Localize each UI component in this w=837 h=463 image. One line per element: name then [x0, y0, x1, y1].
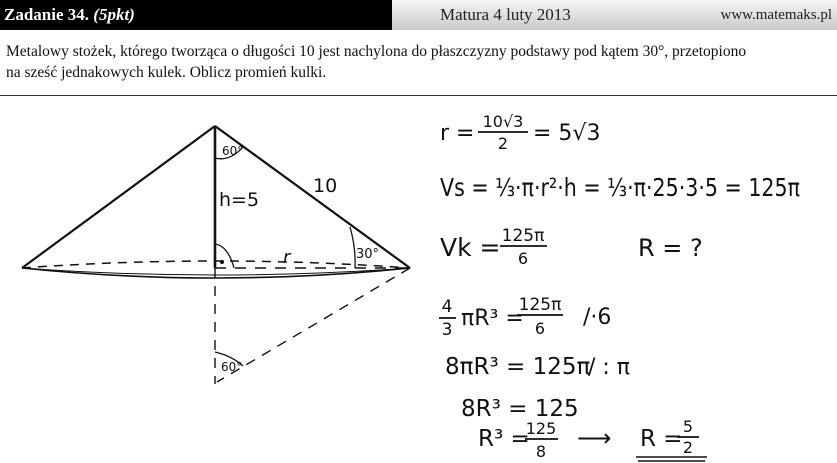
task-label: Zadanie 34.	[4, 5, 90, 24]
problem-line-2: na sześć jednakowych kulek. Oblicz promień kulki.	[6, 64, 327, 81]
header-bar	[0, 0, 837, 30]
cone-figure	[22, 126, 410, 384]
height-label: h=5	[219, 189, 260, 211]
reflected-slant	[217, 268, 410, 382]
base-angle-label: 30°	[356, 247, 380, 262]
right-angle-mark	[215, 244, 234, 268]
r-lhs: r =	[440, 121, 475, 146]
eq4-fraction-num: 125	[525, 419, 557, 438]
vk-lhs: Vk =	[440, 233, 501, 262]
whiteboard	[0, 96, 837, 463]
exam-title: Matura 4 luty 2013	[440, 5, 571, 24]
r-rhs: = 5√3	[533, 121, 601, 146]
base-ellipse-inner	[22, 268, 410, 275]
apex-angle-label: 60°	[222, 144, 244, 158]
eq1-fraction-num: 125π	[518, 295, 562, 315]
vk-fraction-num: 125π	[501, 226, 545, 246]
r-unknown: R = ?	[638, 234, 703, 262]
base-angle-arc	[350, 227, 355, 268]
right-angle-dot	[220, 260, 223, 263]
r-fraction-num: 10√3	[482, 112, 524, 131]
solution	[439, 112, 800, 461]
slant-label: 10	[313, 175, 338, 197]
final-lhs: R =	[640, 426, 683, 452]
problem-statement	[6, 41, 832, 83]
site-link[interactable]: www.matemaks.pl	[720, 7, 832, 23]
lower-angle-label: 60°	[221, 360, 243, 374]
header-right-panel	[392, 0, 837, 30]
vk-fraction-den: 6	[517, 249, 529, 268]
eq1-coef-den: 3	[441, 320, 453, 340]
vs-equation: Vs = ⅓·π·r²·h = ⅓·π·25·3·5 = 125π	[440, 173, 800, 202]
r-fraction-den: 2	[497, 134, 509, 153]
base-ellipse-front	[22, 268, 410, 278]
eq4-fraction-den: 8	[535, 442, 547, 461]
implies-arrow: ⟶	[577, 424, 612, 452]
eq1-mid: πR³ =	[461, 306, 524, 331]
radius-label: r	[283, 247, 291, 268]
problem-line-1: Metalowy stożek, którego tworząca o długości 10 jest nachylona do płaszczyzny podstawy pod kątem 30°, przetopiono	[6, 43, 747, 60]
eq1-operation: /·6	[583, 305, 612, 330]
eq3: 8R³ = 125	[461, 396, 579, 422]
eq1-coef-num: 4	[441, 297, 453, 317]
final-fraction-num: 5	[682, 417, 694, 436]
task-title	[0, 0, 392, 30]
cone-left-slant	[22, 126, 215, 268]
eq4-lhs: R³ =	[478, 426, 530, 452]
eq2-operation: / : π	[588, 355, 631, 380]
final-fraction-den: 2	[682, 438, 694, 457]
eq2: 8πR³ = 125π	[445, 354, 591, 380]
eq1-fraction-den: 6	[534, 319, 546, 338]
task-points: (5pkt)	[93, 5, 135, 24]
